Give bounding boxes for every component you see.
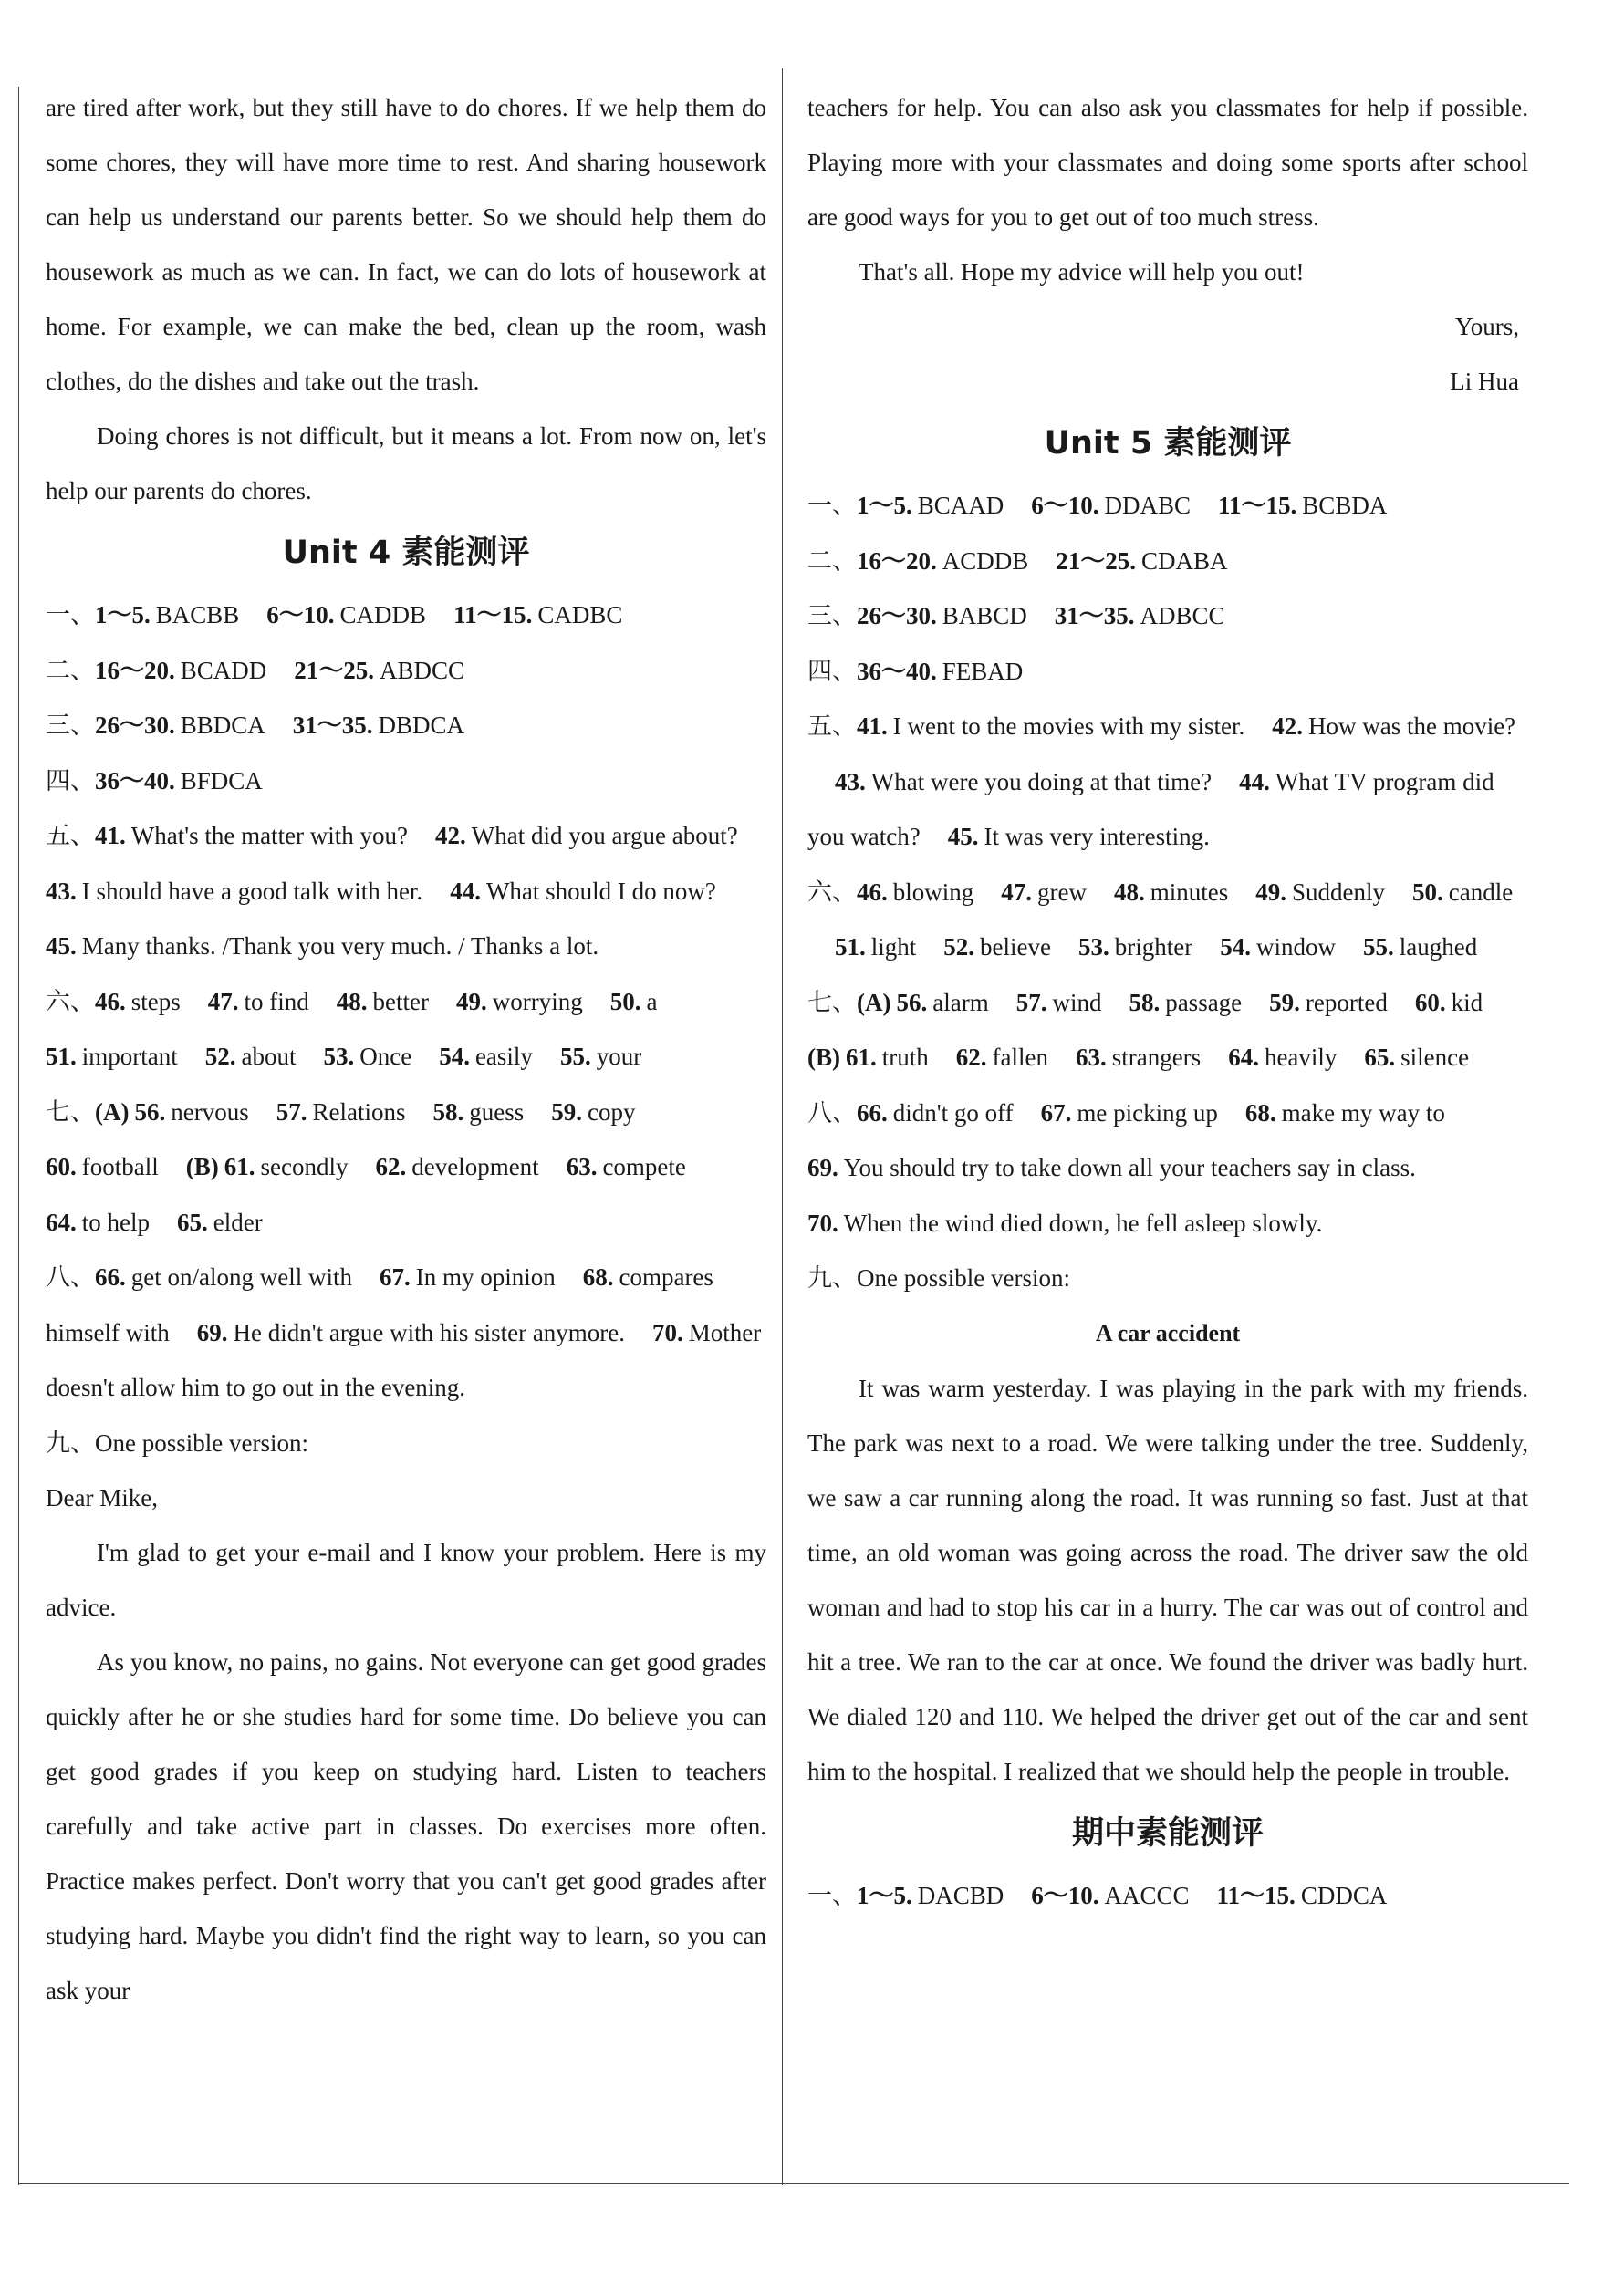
unit4-heading: Unit 4 素能测评 xyxy=(282,535,530,571)
unit5-heading: Unit 5 素能测评 xyxy=(1044,425,1292,462)
unit4-section-1: 一、1～5. BACBB 6～10. CADDB 11～15. CADBC xyxy=(46,601,623,629)
unit5-section-1: 一、1～5. BCAAD 6～10. DDABC 11～15. BCBDA xyxy=(807,492,1388,519)
unit4-section-8: 八、66. get on/along well with 67. In my opinion 68. compares himself with 69. He didn't argue with his sister anymore. 70. Mother doesn't allow him to go out in the evening. xyxy=(46,1263,762,1401)
unit5-section-9: 九、One possible version: xyxy=(807,1264,1070,1292)
unit5-section-3: 三、26～30. BABCD 31～35. ADBCC xyxy=(807,602,1225,629)
right-paragraph-1: teachers for help. You can also ask you classmates for help if possible. Playing more with your classmates and doing some sports after school are good ways for you to get out of too much stress. xyxy=(807,94,1528,231)
letter-greeting: Dear Mike, xyxy=(46,1484,158,1512)
bottom-rule xyxy=(18,2183,1569,2184)
left-paragraph-2: Doing chores is not difficult, but it means a lot. From now on, let's help our parents do chores. xyxy=(46,422,766,504)
left-paragraph-1: are tired after work, but they still have to do chores. If we help them do some chores, they will have more time to rest. And sharing housework can help us understand our parents better. So we should help them do housework as much as we can. In fact, we can do lots of housework at home. For example, we can make the bed, clean up the room, wash clothes, do the dishes and take out the trash. xyxy=(46,94,766,395)
column-divider xyxy=(782,68,783,2185)
unit4-section-2: 二、16～20. BCADD 21～25. ABDCC xyxy=(46,656,465,684)
right-column xyxy=(807,80,1528,1923)
unit5-section-2: 二、16～20. ACDDB 21～25. CDABA xyxy=(807,546,1228,575)
letter-closing: Yours, xyxy=(1454,313,1519,340)
letter-paragraph-1: I'm glad to get your e-mail and I know your problem. Here is my advice. xyxy=(46,1539,766,1621)
left-column xyxy=(46,80,766,2018)
unit5-section-6: 六、46. blowing 47. grew 48. minutes 49. Suddenly 50. candle51. light 52. believe 53. brighter 54. window 55. laughed xyxy=(807,878,1514,961)
unit4-section-6: 六、46. steps 47. to find 48. better 49. worrying 50. a51. important 52. about 53. Once 54. easily 55. your xyxy=(46,987,658,1070)
unit5-section-4: 四、36～40. FEBAD xyxy=(807,657,1024,685)
midterm-heading: 期中素能测评 xyxy=(1071,1814,1264,1852)
right-paragraph-2: That's all. Hope my advice will help you out! xyxy=(859,258,1305,286)
unit5-section-7: 七、(A) 56. alarm 57. wind 58. passage 59. reported 60. kid(B) 61. truth 62. fallen 63. strangers 64. heavily 65. silence xyxy=(807,988,1483,1071)
unit4-section-3: 三、26～30. BBDCA 31～35. DBDCA xyxy=(46,712,465,739)
letter-signature: Li Hua xyxy=(1450,368,1519,395)
midterm-section-1: 一、1～5. DACBD 6～10. AACCC 11～15. CDDCA xyxy=(807,1881,1388,1909)
unit5-section-5: 五、41. I went to the movies with my sister. 42. How was the movie?43. What were you doing at that time? 44. What TV program did you watch? 45. It was very interesting. xyxy=(807,712,1516,850)
unit4-section-9: 九、One possible version: xyxy=(46,1429,308,1457)
letter-paragraph-2: As you know, no pains, no gains. Not everyone can get good grades quickly after he or she studies hard for some time. Do believe you can get good grades if you keep on studying hard. Listen to teachers carefully and take active part in classes. Do exercises more often. Practice makes perfect. Don't worry that you can't get good grades after studying hard. Maybe you didn't find the right way to learn, so you can ask your xyxy=(46,1648,766,2004)
unit4-section-7: 七、(A) 56. nervous 57. Relations 58. guess 59. copy60. football (B) 61. secondly 62. development 63. compete64. to help 65. elder xyxy=(46,1097,686,1236)
essay-body: It was warm yesterday. I was playing in the park with my friends. The park was next to a road. We were talking under the tree. Suddenly, we saw a car running along the road. It was running so fast. Just at that time, an old woman was going across the road. The driver saw the old woman and had to stop his car in a hurry. The car was out of control and hit a tree. We ran to the car at once. We found the driver was badly hurt. We dialed 120 and 110. We helped the driver get out of the car and sent him to the hospital. I realized that we should help the people in trouble. xyxy=(807,1374,1528,1785)
unit4-section-4: 四、36～40. BFDCA xyxy=(46,766,263,795)
left-margin-line xyxy=(18,87,19,2185)
essay-title: A car accident xyxy=(1095,1319,1241,1346)
unit5-section-8: 八、66. didn't go off 67. me picking up 68. make my way to69. You should try to take down all your teachers say in class. 70. When the wind died down, he fell asleep slowly. xyxy=(807,1098,1445,1237)
unit4-section-5: 五、41. What's the matter with you? 42. What did you argue about?43. I should have a good talk with her. 44. What should I do now?45. Many thanks. /Thank you very much. / Thanks a lot. xyxy=(46,822,738,960)
